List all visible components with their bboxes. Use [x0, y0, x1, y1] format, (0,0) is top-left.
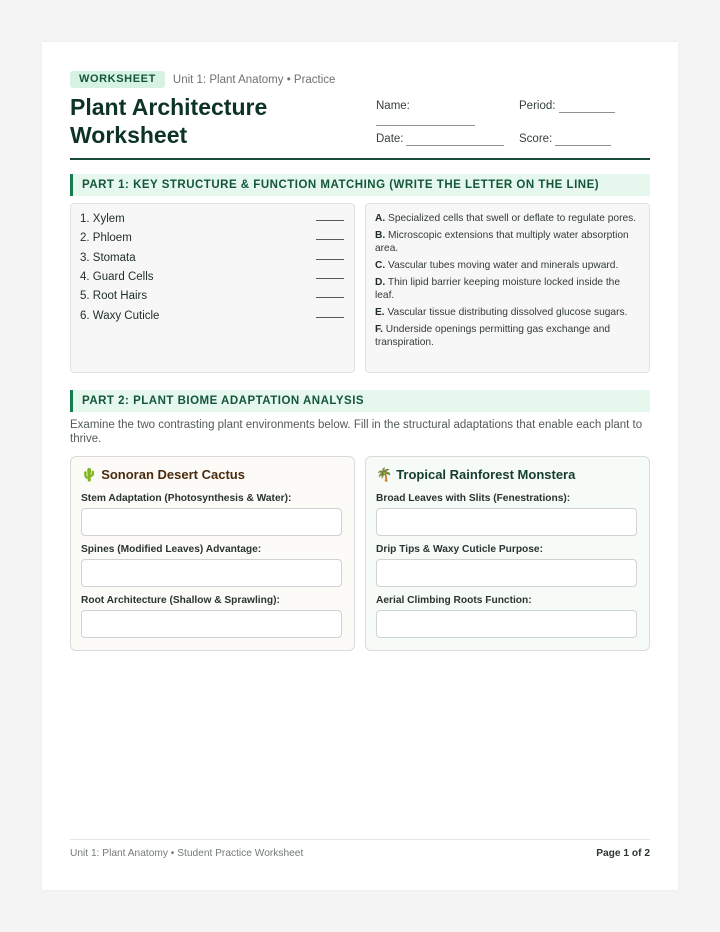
- drip-tips-input[interactable]: [376, 559, 637, 587]
- page-number: Page 1 of 2: [596, 848, 650, 859]
- root-architecture-input[interactable]: [81, 610, 342, 638]
- question-label: Spines (Modified Leaves) Advantage:: [81, 544, 262, 555]
- broad-leaves-input[interactable]: [376, 508, 637, 536]
- answer-line[interactable]: [316, 297, 344, 298]
- desert-cactus-card: [70, 456, 355, 651]
- question-label: Stem Adaptation (Photosynthesis & Water):: [81, 493, 292, 504]
- definition-item: [375, 229, 640, 255]
- definition-letter: F.: [375, 324, 383, 335]
- desert-title-text: Sonoran Desert Cactus: [101, 467, 245, 482]
- name-line[interactable]: [376, 125, 475, 126]
- score-line[interactable]: [555, 145, 611, 146]
- date-line[interactable]: [406, 145, 504, 146]
- answer-line[interactable]: [316, 317, 344, 318]
- definition-letter: C.: [375, 260, 386, 271]
- score-label: Score:: [519, 133, 553, 145]
- unit-label: Unit 1: Plant Anatomy • Practice: [172, 73, 336, 86]
- question-label: Aerial Climbing Roots Function:: [376, 595, 532, 606]
- question-label: Drip Tips & Waxy Cuticle Purpose:: [376, 544, 543, 555]
- definition-item: [375, 276, 640, 302]
- spines-advantage-input[interactable]: [81, 559, 342, 587]
- definition-item: [375, 212, 640, 225]
- part2-heading: PART 2: PLANT BIOME ADAPTATION ANALYSIS: [70, 390, 650, 412]
- definition-letter: B.: [375, 230, 386, 241]
- definition-text: Underside openings permitting gas exchange and transpiration.: [375, 324, 611, 348]
- term-item: 1. Xylem: [80, 213, 125, 225]
- answer-line[interactable]: [316, 278, 344, 279]
- term-item: 3. Stomata: [80, 252, 136, 264]
- aerial-roots-input[interactable]: [376, 610, 637, 638]
- period-line[interactable]: [559, 112, 615, 113]
- cactus-icon: 🌵: [81, 467, 98, 482]
- header-divider: [70, 158, 650, 160]
- part2-intro: Examine the two contrasting plant environments below. Fill in the structural adaptations that enable each plant to thrive.: [70, 419, 643, 445]
- term-item: 2. Phloem: [80, 232, 132, 244]
- answer-line[interactable]: [316, 220, 344, 221]
- definitions-panel: [365, 203, 650, 373]
- definition-text: Vascular tubes moving water and minerals upward.: [388, 260, 619, 271]
- answer-line[interactable]: [316, 259, 344, 260]
- date-label: Date:: [376, 133, 404, 145]
- definition-item: [375, 323, 640, 349]
- definition-letter: A.: [375, 213, 386, 224]
- definition-letter: D.: [375, 277, 386, 288]
- definition-letter: E.: [375, 307, 385, 318]
- definition-item: [375, 259, 640, 272]
- question-label: Broad Leaves with Slits (Fenestrations):: [376, 493, 571, 504]
- term-item: 5. Root Hairs: [80, 290, 148, 302]
- worksheet-header: [70, 71, 650, 159]
- footer-divider: [70, 839, 650, 840]
- name-label: Name:: [376, 100, 410, 112]
- student-info-fields: [376, 86, 652, 166]
- term-item: 4. Guard Cells: [80, 271, 154, 283]
- part1-heading: PART 1: KEY STRUCTURE & FUNCTION MATCHING (WRITE THE LETTER ON THE LINE): [70, 174, 650, 196]
- worksheet-badge: WORKSHEET: [70, 71, 165, 88]
- terms-panel: [70, 203, 355, 373]
- definition-item: [375, 306, 640, 319]
- definition-text: Microscopic extensions that multiply water absorption area.: [375, 230, 629, 254]
- answer-line[interactable]: [316, 239, 344, 240]
- definition-text: Thin lipid barrier keeping moisture locked inside the leaf.: [375, 277, 621, 301]
- period-label: Period:: [519, 100, 556, 112]
- page-title: Plant Architecture Worksheet: [70, 94, 268, 148]
- rainforest-monstera-card: [365, 456, 650, 651]
- rainforest-card-title: [376, 467, 575, 483]
- definition-text: Specialized cells that swell or deflate to regulate pores.: [388, 213, 637, 224]
- rainforest-title-text: Tropical Rainforest Monstera: [396, 467, 576, 482]
- palm-tree-icon: 🌴: [376, 467, 393, 482]
- desert-card-title: [81, 467, 245, 483]
- definition-text: Vascular tissue distributing dissolved glucose sugars.: [387, 307, 628, 318]
- worksheet-page: [42, 42, 678, 890]
- question-label: Root Architecture (Shallow & Sprawling):: [81, 595, 280, 606]
- footer-unit-label: Unit 1: Plant Anatomy • Student Practice Worksheet: [70, 848, 304, 859]
- term-item: 6. Waxy Cuticle: [80, 310, 160, 322]
- stem-adaptation-input[interactable]: [81, 508, 342, 536]
